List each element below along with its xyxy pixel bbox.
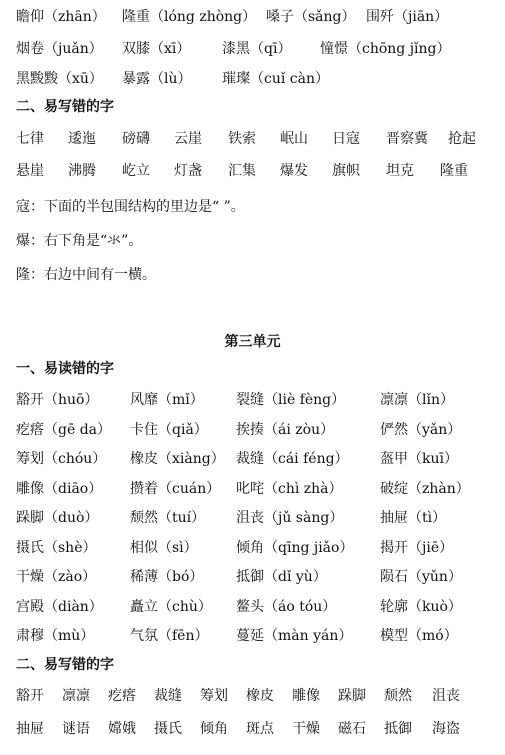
vocab-row [0, 625, 505, 647]
vocab-item: 陨石（yǔn） [380, 569, 462, 585]
vocab-item: 抽屉（tì） [380, 510, 447, 526]
vocab-item: 跺脚（duò） [16, 510, 99, 526]
vocab-item: 揭开（jiē） [380, 540, 454, 556]
vocab-row [0, 68, 505, 90]
vocab-item: 颓然（tuí） [130, 510, 206, 526]
vocab-item: 模型（mó） [380, 628, 458, 644]
word-item: 岷山 [280, 131, 308, 147]
word-item: 凛凛 [62, 688, 90, 704]
vocab-item: 裁缝（cái féng） [236, 451, 349, 467]
vocab-item: 肃穆（mù） [16, 628, 95, 644]
unit-title: 第三单元 [224, 334, 281, 350]
vocab-item: 挨揍（ái zòu） [236, 422, 335, 438]
note-line: 隆：右边中间有一横。 [16, 267, 156, 283]
word-item: 雕像 [292, 688, 320, 704]
vocab-item: 烟卷（juǎn） [16, 41, 103, 57]
word-item: 跺脚 [338, 688, 366, 704]
word-item: 海盗 [432, 721, 460, 737]
vocab-item: 雕像（diāo） [16, 481, 103, 497]
word-item: 磅礴 [122, 131, 150, 147]
vocab-row [0, 448, 505, 470]
vocab-item: 俨然（yǎn） [380, 422, 462, 438]
word-item: 隆重 [440, 163, 468, 179]
word-item: 嫦娥 [108, 721, 136, 737]
word-row [0, 685, 505, 707]
section-heading: 二、易写错的字 [16, 657, 114, 673]
vocab-item: 璀璨（cuǐ càn） [222, 71, 329, 87]
word-item: 抢起 [448, 131, 476, 147]
vocab-item: 隆重（lóng zhòng） [122, 9, 257, 25]
vocab-item: 抵御（dǐ yù） [236, 569, 327, 585]
word-item: 铁索 [228, 131, 256, 147]
vocab-item: 围歼（jiān） [366, 9, 449, 25]
vocab-item: 橡皮（xiàng） [130, 451, 225, 467]
word-row [0, 718, 505, 740]
word-item: 谜语 [62, 721, 90, 737]
vocab-row [0, 507, 505, 529]
word-item: 筹划 [200, 688, 228, 704]
vocab-item: 暴露（lù） [122, 71, 192, 87]
word-item: 晋察冀 [386, 131, 428, 147]
vocab-item: 憧憬（chōng jǐng） [320, 41, 451, 57]
note-line: 寇：下面的半包围结构的里边是“ ”。 [16, 199, 245, 215]
vocab-row [0, 38, 505, 60]
word-item: 悬崖 [16, 163, 44, 179]
vocab-row [0, 566, 505, 588]
vocab-item: 漆黑（qī） [222, 41, 292, 57]
vocab-item: 凛凛（lǐn） [380, 392, 454, 408]
word-item: 逶迤 [68, 131, 96, 147]
word-item: 爆发 [280, 163, 308, 179]
vocab-item: 卡住（qiǎ） [130, 422, 208, 438]
vocab-item: 裂缝（liè fèng） [236, 392, 346, 408]
word-row [0, 160, 505, 182]
vocab-item: 风靡（mǐ） [130, 392, 204, 408]
vocab-row [0, 596, 505, 618]
vocab-item: 蔓延（màn yán） [236, 628, 353, 644]
word-item: 橡皮 [246, 688, 274, 704]
vocab-row [0, 419, 505, 441]
vocab-item: 干燥（zào） [16, 569, 97, 585]
section-heading: 一、易读错的字 [16, 361, 114, 377]
vocab-item: 稀薄（bó） [130, 569, 204, 585]
vocab-item: 摄氏（shè） [16, 540, 97, 556]
vocab-row [0, 389, 505, 411]
section-heading: 二、易写错的字 [16, 99, 114, 115]
vocab-row [0, 478, 505, 500]
vocab-item: 筹划（chóu） [16, 451, 107, 467]
word-item: 斑点 [246, 721, 274, 737]
vocab-item: 沮丧（jǔ sàng） [236, 510, 344, 526]
vocab-item: 黑黢黢（xū） [16, 71, 103, 87]
word-item: 干燥 [292, 721, 320, 737]
vocab-item: 矗立（chù） [130, 599, 212, 615]
word-item: 抵御 [384, 721, 412, 737]
vocab-item: 破绽（zhàn） [380, 481, 470, 497]
vocab-row [0, 6, 505, 28]
vocab-item: 攒着（cuán） [130, 481, 221, 497]
vocab-item: 宫殿（diàn） [16, 599, 103, 615]
word-item: 裁缝 [154, 688, 182, 704]
vocab-item: 叱咤（chì zhà） [236, 481, 343, 497]
word-item: 颓然 [384, 688, 412, 704]
word-item: 磁石 [338, 721, 366, 737]
word-item: 旗帜 [332, 163, 360, 179]
vocab-item: 瞻仰（zhān） [16, 9, 106, 25]
word-item: 灯盏 [174, 163, 202, 179]
word-item: 抽屉 [16, 721, 44, 737]
word-item: 豁开 [16, 688, 44, 704]
word-item: 沮丧 [432, 688, 460, 704]
note-line: 爆：右下角是“氺”。 [16, 233, 143, 249]
vocab-item: 相似（sì） [130, 540, 198, 556]
vocab-item: 盔甲（kuī） [380, 451, 458, 467]
vocab-item: 气氛（fēn） [130, 628, 209, 644]
vocab-item: 轮廓（kuò） [380, 599, 462, 615]
vocab-item: 疙瘩（gē da） [16, 422, 112, 438]
vocab-item: 豁开（huō） [16, 392, 99, 408]
word-item: 坦克 [386, 163, 414, 179]
vocab-row [0, 537, 505, 559]
word-item: 云崖 [174, 131, 202, 147]
vocab-item: 双膝（xī） [122, 41, 191, 57]
word-item: 汇集 [228, 163, 256, 179]
word-item: 倾角 [200, 721, 228, 737]
vocab-item: 嗓子（sǎng） [266, 9, 356, 25]
word-item: 日寇 [332, 131, 360, 147]
word-item: 疙瘩 [108, 688, 136, 704]
word-item: 沸腾 [68, 163, 96, 179]
vocab-item: 倾角（qīng jiǎo） [236, 540, 354, 556]
word-item: 屹立 [122, 163, 150, 179]
word-item: 七律 [16, 131, 44, 147]
word-item: 摄氏 [154, 721, 182, 737]
vocab-item: 鳌头（áo tóu） [236, 599, 337, 615]
word-row [0, 128, 505, 150]
